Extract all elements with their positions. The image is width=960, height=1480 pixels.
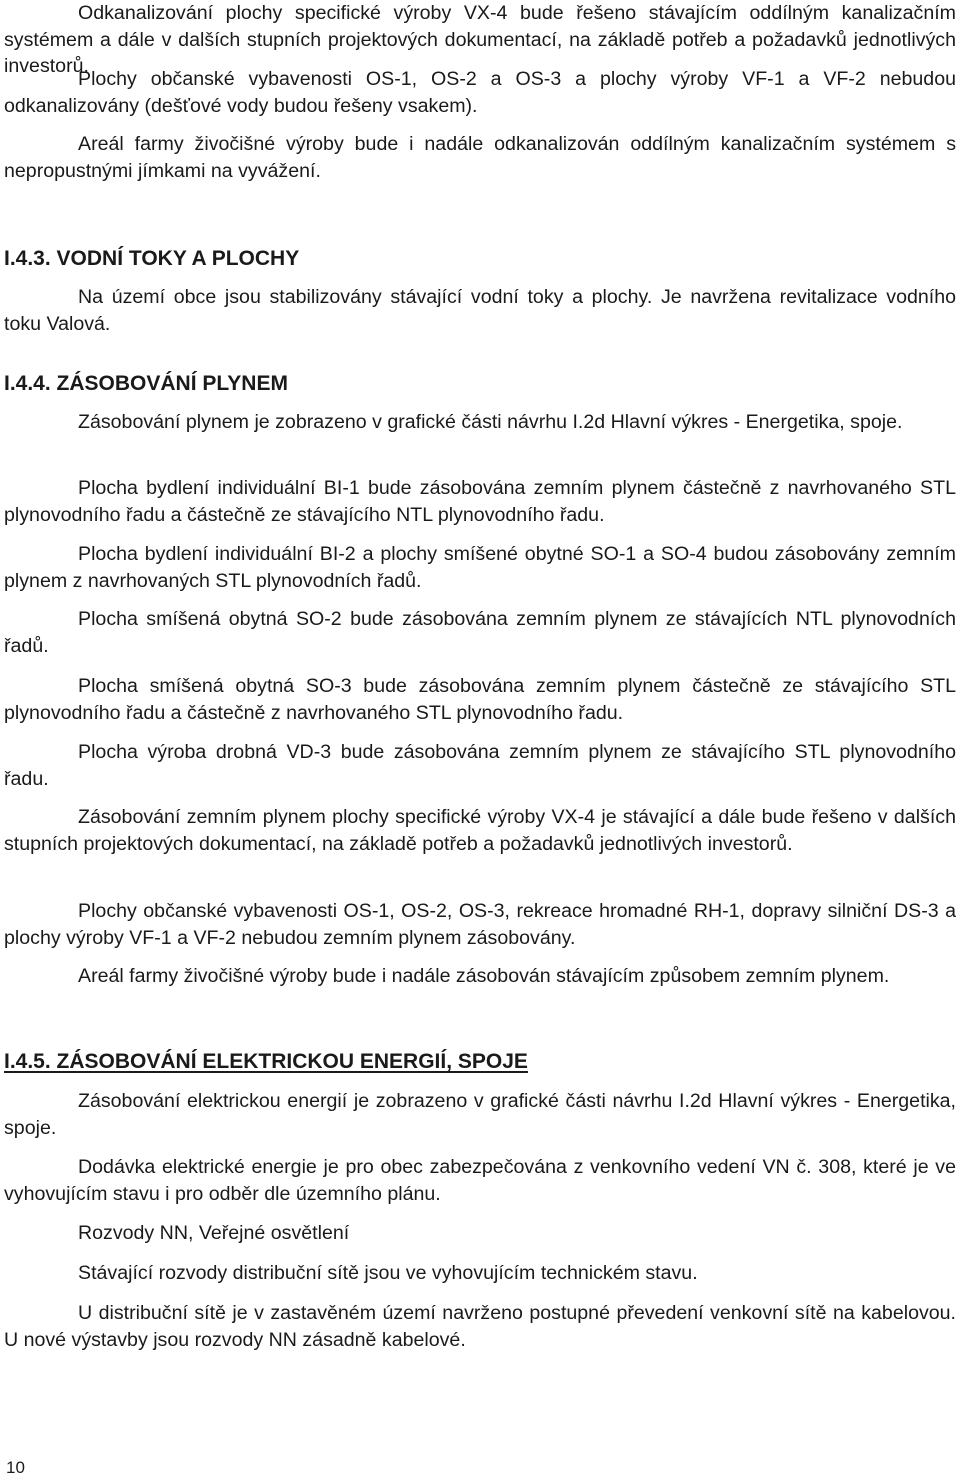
heading-electricity-text: I.4.5. ZÁSOBOVÁNÍ ELEKTRICKOU ENERGIÍ, SPOJE xyxy=(4,1050,528,1073)
paragraph-gas-bi1: Plocha bydlení individuální BI-1 bude zásobována zemním plynem částečně z navrhovaného STL plynovodního řadu a částečně ze stávajícího NTL plynovodního řadu. xyxy=(4,477,956,526)
paragraph-distribution-state: Stávající rozvody distribuční sítě jsou ve vyhovujícím technickém stavu. xyxy=(78,1262,698,1284)
paragraph-gas-bi2: Plocha bydlení individuální BI-2 a plochy smíšené obytné SO-1 a SO-4 budou zásobovány zemním plynem z navrhovaných STL plynovodních řadů. xyxy=(4,543,956,592)
paragraph-gas-excluded: Plochy občanské vybavenosti OS-1, OS-2, OS-3, rekreace hromadné RH-1, dopravy silniční DS-3 a plochy výroby VF-1 a VF-2 nebudou zemním plynem zásobovány. xyxy=(4,900,956,949)
paragraph-water-streams: Na území obce jsou stabilizovány stávající vodní toky a plochy. Je navržena revitalizace vodního toku Valová. xyxy=(4,286,956,335)
subheading-low-voltage: Rozvody NN, Veřejné osvětlení xyxy=(78,1222,350,1244)
paragraph-gas-vd3: Plocha výroba drobná VD-3 bude zásobována zemním plynem ze stávajícího STL plynovodního řadu. xyxy=(4,741,956,790)
paragraph-gas-so3: Plocha smíšená obytná SO-3 bude zásobována zemním plynem částečně ze stávajícího STL plynovodního řadu a částečně z navrhovaného STL plynovodního řadu. xyxy=(4,675,956,724)
paragraph-sewerage-farm: Areál farmy živočišné výroby bude i nadále odkanalizován oddílným kanalizačním systémem s nepropustnými jímkami na vyvážení. xyxy=(4,133,956,182)
heading-gas-supply: I.4.4. ZÁSOBOVÁNÍ PLYNEM xyxy=(4,372,288,395)
paragraph-electricity-supply: Dodávka elektrické energie je pro obec zabezpečována z venkovního vedení VN č. 308, které je ve vyhovujícím stavu i pro odběr dle územního plánu. xyxy=(4,1156,956,1205)
paragraph-distribution-cabling: U distribuční sítě je v zastavěném území navrženo postupné převedení venkovní sítě na kabelovou. U nové výstavby jsou rozvody NN zásadně kabelové. xyxy=(4,1302,956,1351)
page-number: 10 xyxy=(6,1458,25,1477)
paragraph-sewerage-os-vf: Plochy občanské vybavenosti OS-1, OS-2 a OS-3 a plochy výroby VF-1 a VF-2 nebudou odkanalizovány (dešťové vody budou řešeny vsakem). xyxy=(4,68,956,117)
paragraph-gas-so2: Plocha smíšená obytná SO-2 bude zásobována zemním plynem ze stávajících NTL plynovodních řadů. xyxy=(4,608,956,657)
heading-water-streams: I.4.3. VODNÍ TOKY A PLOCHY xyxy=(4,247,300,270)
paragraph-gas-vx4: Zásobování zemním plynem plochy specifické výroby VX-4 je stávající a dále bude řešeno v dalších stupních projektových dokumentací, na základě potřeb a požadavků jednotlivých investorů. xyxy=(4,806,956,855)
heading-electricity-supply xyxy=(4,1049,528,1075)
paragraph-gas-farm: Areál farmy živočišné výroby bude i nadále zásobován stávajícím způsobem zemním plynem. xyxy=(78,965,890,987)
paragraph-electricity-drawing: Zásobování elektrickou energií je zobrazeno v grafické části návrhu I.2d Hlavní výkres - Energetika, spoje. xyxy=(4,1090,956,1139)
paragraph-sewerage-vx4: Odkanalizování plochy specifické výroby VX-4 bude řešeno stávajícím oddílným kanalizačním systémem a dále v dalších stupních projektových dokumentací, na základě potřeb a požadavků jednotlivých investorů. xyxy=(4,2,956,77)
paragraph-gas-drawing: Zásobování plynem je zobrazeno v grafické části návrhu I.2d Hlavní výkres - Energetika, spoje. xyxy=(78,411,903,433)
